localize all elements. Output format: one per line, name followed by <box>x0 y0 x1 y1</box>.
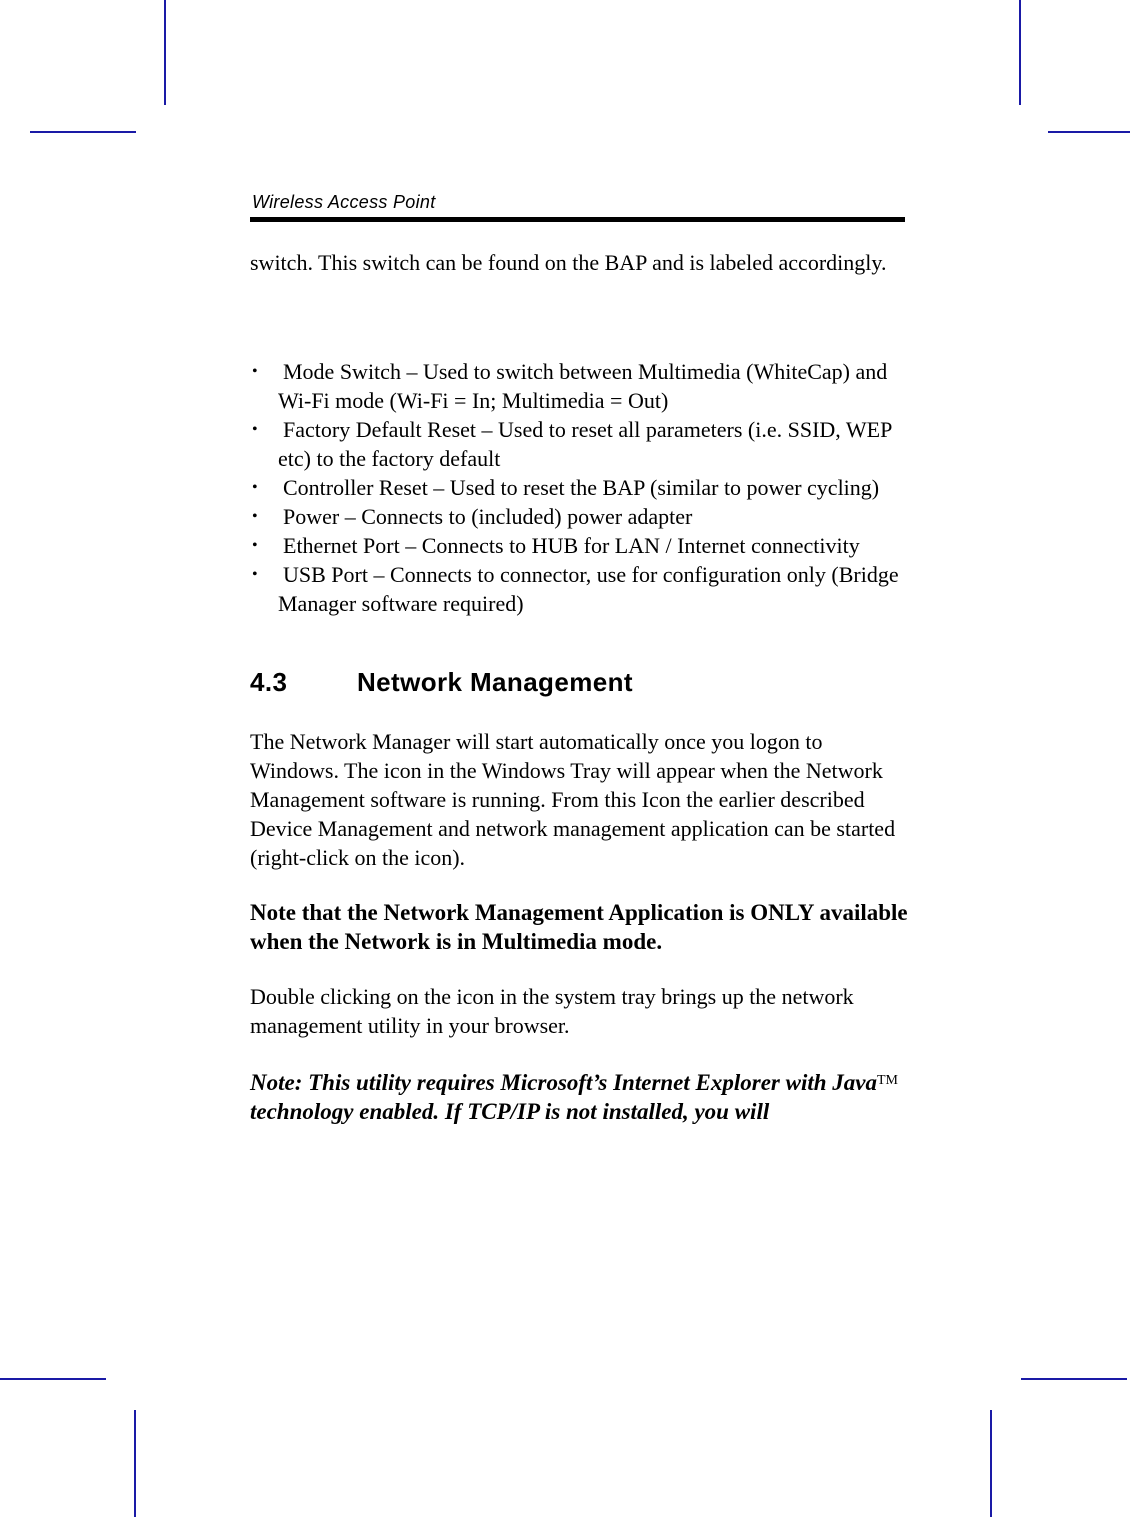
italic-note-part-2: technology enabled. If TCP/IP is not installed, you will <box>250 1099 770 1124</box>
italic-note <box>250 1066 910 1126</box>
crop-mark-top-right-vertical <box>1019 0 1021 105</box>
list-item <box>250 502 910 531</box>
list-item-text: Factory Default Reset – Used to reset all parameters (i.e. SSID, WEP etc) to the factory default <box>278 417 892 471</box>
crop-mark-top-left-vertical <box>164 0 166 105</box>
bullet-icon: • <box>252 537 258 554</box>
crop-mark-bottom-left-horizontal <box>0 1378 106 1380</box>
crop-mark-bottom-left-vertical <box>134 1410 136 1517</box>
bullet-icon: • <box>252 508 258 525</box>
crop-mark-top-right-horizontal <box>1048 131 1130 133</box>
list-item <box>250 531 910 560</box>
italic-note-part-1: Note: This utility requires Microsoft’s Internet Explorer with Java <box>250 1070 877 1095</box>
page-content <box>250 248 910 1126</box>
list-item-text: Mode Switch – Used to switch between Multimedia (WhiteCap) and Wi-Fi mode (Wi-Fi = In; Multimedia = Out) <box>278 359 888 413</box>
bullet-icon: • <box>252 479 258 496</box>
bullet-icon: • <box>252 363 258 380</box>
running-header: Wireless Access Point <box>252 192 436 212</box>
crop-mark-bottom-right-vertical <box>990 1410 992 1517</box>
list-item <box>250 357 910 415</box>
section-number: 4.3 <box>250 667 288 697</box>
list-item-text: USB Port – Connects to connector, use for configuration only (Bridge Manager software required) <box>278 562 899 616</box>
header-rule <box>250 217 905 222</box>
list-item-text: Power – Connects to (included) power adapter <box>283 504 693 529</box>
body-paragraph-1: The Network Manager will start automatically once you logon to Windows. The icon in the Windows Tray will appear when the Network Management software is running. From this Icon the earlier described Device Management and network management application can be started (right-click on the icon). <box>250 729 896 870</box>
crop-mark-bottom-right-horizontal <box>1021 1378 1127 1380</box>
section-heading <box>250 668 910 697</box>
intro-paragraph: switch. This switch can be found on the BAP and is labeled accordingly. <box>250 250 887 275</box>
body-paragraph-2: Double clicking on the icon in the system tray brings up the network management utility in your browser. <box>250 984 854 1038</box>
port-list <box>250 357 910 618</box>
crop-mark-top-left-horizontal <box>30 131 136 133</box>
list-item <box>250 473 910 502</box>
list-item <box>250 560 910 618</box>
trademark-mark: TM <box>877 1073 898 1088</box>
bold-note: Note that the Network Management Application is ONLY available when the Network is in Multimedia mode. <box>250 900 908 954</box>
section-title: Network Management <box>357 667 633 697</box>
bullet-icon: • <box>252 566 258 583</box>
bullet-icon: • <box>252 421 258 438</box>
list-item-text: Controller Reset – Used to reset the BAP (similar to power cycling) <box>283 475 880 500</box>
list-item <box>250 415 910 473</box>
list-item-text: Ethernet Port – Connects to HUB for LAN / Internet connectivity <box>283 533 860 558</box>
